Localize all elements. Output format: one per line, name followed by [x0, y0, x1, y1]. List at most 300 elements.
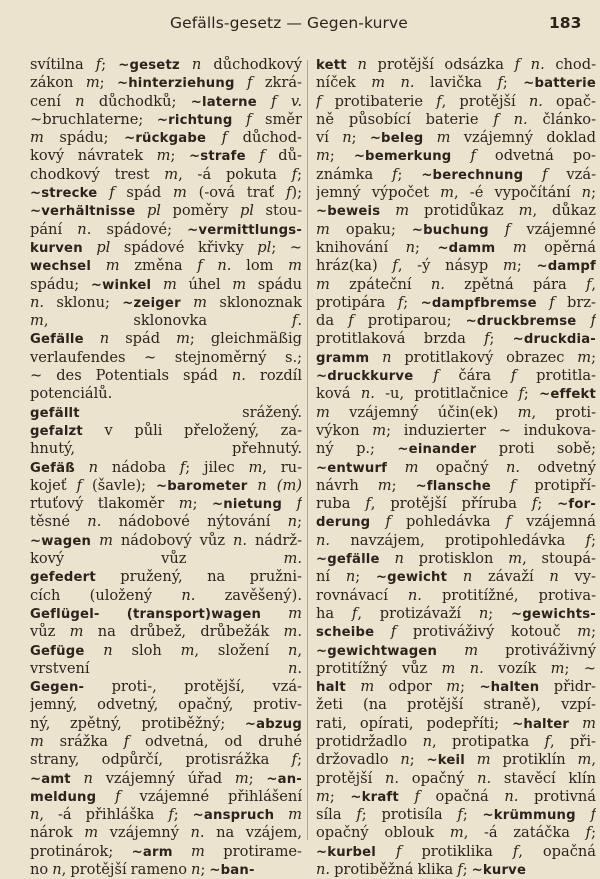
definition-text: cích (uložený	[30, 586, 182, 604]
definition-text: těsné	[30, 513, 88, 531]
definition-text: zákon	[30, 74, 86, 92]
headword: ~abzug	[244, 716, 302, 732]
definition-text: , při-	[549, 732, 596, 750]
grammar-label: m	[446, 678, 461, 696]
grammar-label: m	[372, 421, 387, 439]
grammar-label: f	[115, 787, 121, 805]
definition-text: nárok	[30, 824, 85, 842]
definition-text: pružený, na pružni-	[95, 568, 302, 586]
definition-text: protisklon	[403, 550, 509, 568]
dictionary-line	[30, 660, 302, 678]
headword: kurven	[30, 240, 83, 256]
dictionary-line	[30, 715, 302, 733]
definition-text: opač-	[542, 92, 596, 110]
headword: ~laterne	[190, 94, 257, 110]
grammar-label: n	[357, 56, 367, 73]
definition-text: protiparou;	[353, 312, 466, 330]
grammar-label: f	[510, 476, 516, 494]
definition-text: potenciálů.	[30, 385, 113, 403]
definition-text: ;	[248, 769, 267, 787]
grammar-label: n.	[181, 586, 196, 604]
definition-text: , protizávaží	[357, 604, 479, 622]
grammar-label: n	[405, 238, 416, 256]
grammar-label: m	[395, 202, 410, 220]
column-divider	[307, 60, 308, 840]
grammar-label: n (m)	[257, 476, 302, 494]
definition-text: vy-	[558, 568, 596, 586]
definition-text	[576, 806, 591, 823]
grammar-label: f	[585, 824, 592, 842]
dictionary-line	[316, 221, 596, 239]
definition-text	[257, 93, 271, 110]
definition-text: spádu;	[30, 275, 91, 293]
grammar-label: m	[30, 312, 44, 330]
grammar-label: n	[462, 568, 473, 586]
definition-text	[233, 111, 247, 128]
dictionary-line	[30, 385, 302, 403]
dictionary-line	[316, 751, 596, 769]
definition-text: dů-	[264, 147, 302, 165]
definition-text: nádoba	[98, 458, 180, 476]
headword: meldung	[30, 789, 97, 805]
headword: ~verhältnisse	[30, 204, 136, 220]
headword: gramm	[316, 350, 370, 366]
grammar-label: f	[433, 367, 439, 385]
definition-text: ;	[591, 623, 596, 641]
grammar-label: m	[178, 495, 193, 513]
definition-text: zkrá-	[252, 74, 302, 92]
dictionary-line	[316, 843, 596, 861]
grammar-label: f	[590, 806, 596, 824]
grammar-label: m	[316, 220, 330, 238]
grammar-label: n	[342, 129, 352, 147]
dictionary-line	[316, 459, 596, 477]
headword: ~rückgabe	[124, 131, 207, 147]
definition-text: vozík	[483, 659, 551, 677]
definition-text: ~bruchlaterne;	[30, 110, 157, 128]
headword: Gefälle	[30, 332, 84, 348]
dictionary-line	[30, 129, 302, 147]
definition-text: -u, protitlačnice	[374, 385, 519, 403]
definition-text	[347, 56, 358, 73]
definition-text	[451, 147, 470, 164]
grammar-label: f	[397, 293, 404, 311]
grammar-label: f	[585, 275, 592, 293]
definition-text	[491, 477, 510, 494]
headword: ~gewichtwagen	[316, 643, 438, 659]
definition-text	[495, 239, 513, 256]
page-number: 183	[549, 14, 582, 32]
definition-text: protirame-	[204, 842, 302, 860]
definition-text: protitížné, protiva-	[421, 586, 596, 604]
definition-text: protější	[316, 769, 386, 787]
definition-text: úhel	[176, 275, 233, 293]
definition-text: vzájemná	[511, 513, 596, 531]
grammar-label: m n.	[441, 659, 484, 677]
dictionary-line	[316, 806, 596, 824]
definition-text: , protější	[441, 92, 529, 110]
headword: gefällt	[30, 405, 80, 421]
definition-text: ;	[502, 74, 524, 92]
definition-text: kojeť	[30, 476, 77, 494]
grammar-label: m	[193, 293, 207, 311]
definition-text: chodkový trest	[30, 165, 165, 183]
definition-text: síla	[316, 806, 357, 824]
grammar-label: f	[392, 257, 398, 275]
definition-text	[83, 239, 97, 256]
definition-text: ;	[409, 751, 427, 769]
grammar-label: f	[457, 806, 463, 824]
definition-text: protinárok;	[30, 842, 132, 860]
grammar-label: m	[156, 147, 171, 165]
definition-text	[84, 330, 100, 347]
definition-text: vzájemný úřad	[92, 769, 235, 787]
definition-text: protější odsázka	[366, 56, 515, 73]
headword: ~buchung	[411, 222, 489, 238]
definition-text: výkon	[316, 421, 373, 439]
grammar-label: n	[287, 641, 298, 659]
definition-text: ;	[173, 806, 193, 824]
dictionary-line	[30, 56, 302, 74]
definition-text	[75, 459, 89, 476]
right-column	[316, 56, 596, 879]
dictionary-line	[30, 74, 302, 92]
definition-text: protiklín	[490, 751, 578, 769]
grammar-label: n.	[385, 769, 400, 787]
headword: ~damm	[437, 240, 496, 256]
grammar-label: n	[99, 330, 110, 348]
grammar-label: m	[234, 769, 249, 787]
dictionary-line	[30, 587, 302, 605]
grammar-label: m	[248, 458, 263, 476]
definition-text: ;	[355, 568, 376, 586]
definition-text: verlaufendes ~ stejnoměrný s.;	[30, 348, 302, 366]
grammar-label: m	[577, 348, 592, 366]
definition-text	[91, 257, 106, 274]
dictionary-line	[316, 770, 596, 788]
dictionary-line	[316, 56, 596, 74]
grammar-label: m	[377, 476, 392, 494]
definition-text: , proti-	[531, 403, 596, 421]
dictionary-line	[30, 824, 302, 842]
grammar-label: m	[164, 165, 179, 183]
definition-text: knihování	[316, 238, 406, 256]
grammar-label: f	[291, 751, 298, 769]
definition-text	[537, 294, 549, 311]
definition-text: protidůkaz	[409, 202, 519, 220]
definition-text: ;	[170, 147, 190, 165]
dictionary-line	[30, 477, 302, 495]
grammar-label: m	[582, 714, 596, 732]
grammar-label: n	[191, 861, 201, 879]
definition-text: nádrž-	[247, 531, 302, 549]
headword: ~winkel	[90, 277, 152, 293]
grammar-label: m	[464, 641, 479, 659]
grammar-label: pl	[96, 238, 111, 256]
definition-text: , -ý násyp	[397, 257, 503, 275]
grammar-label: m	[476, 751, 491, 769]
dictionary-line	[316, 477, 596, 495]
definition-text: ný, zpětný, protiběžný;	[30, 714, 245, 732]
dictionary-line	[30, 166, 302, 184]
grammar-label: f	[531, 495, 538, 513]
grammar-label: m	[502, 257, 517, 275]
headword: gefalzt	[30, 423, 83, 439]
grammar-label: f	[457, 861, 463, 879]
definition-text	[523, 166, 542, 183]
grammar-label: f	[414, 787, 420, 805]
definition-text: ,	[591, 275, 596, 293]
definition-text: protiběžná klika	[330, 861, 458, 879]
dictionary-line	[30, 422, 302, 440]
definition-text	[247, 477, 257, 494]
dictionary-line	[30, 843, 302, 861]
grammar-label: f	[390, 623, 397, 641]
headword: ~for-	[557, 497, 596, 513]
definition-text: ;	[591, 824, 596, 842]
definition-text: protitížný vůz	[316, 659, 442, 677]
definition-text: protipára	[316, 293, 398, 311]
grammar-label: m	[449, 824, 464, 842]
definition-text: vrstvení	[30, 659, 288, 677]
definition-text: (-ová trať	[186, 184, 286, 202]
grammar-label: m	[162, 275, 177, 293]
grammar-label: f	[168, 806, 174, 824]
running-title: Gefälls-gesetz — Gegen-kurve	[170, 14, 408, 32]
definition-text: vzájemný účin(ek)	[329, 403, 518, 421]
definition-text: opačná	[419, 787, 505, 805]
definition-text: přidr-	[539, 678, 596, 696]
definition-text: ,	[297, 641, 302, 659]
grammar-label: n	[287, 659, 298, 677]
grammar-label: m	[283, 550, 298, 568]
grammar-label: n	[422, 732, 432, 750]
definition-text: , stoupá-	[522, 550, 596, 568]
grammar-label: f	[291, 165, 298, 183]
grammar-label: n	[287, 513, 298, 531]
definition-text	[569, 715, 582, 732]
dictionary-line	[30, 404, 302, 422]
headword: ~dampf	[536, 259, 596, 275]
grammar-label: n	[345, 568, 356, 586]
headword: ~wagen	[30, 533, 92, 549]
definition-text	[181, 294, 193, 311]
grammar-label: n.	[505, 458, 521, 476]
grammar-label: n.	[87, 513, 102, 531]
grammar-label: f	[109, 184, 115, 202]
definition-text: důchod-	[227, 129, 302, 147]
definition-text: ruba	[316, 495, 366, 513]
dictionary-line	[30, 550, 302, 568]
headword: ~gefälle	[316, 552, 380, 568]
dictionary-line	[30, 605, 302, 623]
grammar-label: f	[497, 74, 503, 92]
definition-text: známka	[316, 165, 393, 183]
headword: ~kurve	[471, 863, 527, 879]
definition-text: ;	[523, 385, 540, 403]
dictionary-line	[316, 605, 596, 623]
definition-text: důchodkový	[201, 56, 302, 73]
definition-text	[261, 605, 288, 622]
headword: ~gewichts-	[511, 606, 596, 622]
dictionary-line	[30, 221, 302, 239]
dictionary-line	[30, 111, 302, 129]
definition-text: poměry	[160, 202, 240, 220]
dictionary-line	[316, 587, 596, 605]
grammar-label: m	[99, 531, 113, 549]
grammar-label: n.	[30, 293, 45, 311]
dictionary-line	[316, 276, 596, 294]
definition-text: ;	[329, 787, 351, 805]
grammar-label: m	[550, 659, 565, 677]
grammar-label: n	[478, 604, 489, 622]
definition-text: ;	[200, 861, 210, 879]
definition-text: vůz	[30, 623, 70, 641]
grammar-label: m	[404, 458, 419, 476]
grammar-label: m	[440, 184, 455, 202]
definition-text: ; ~	[271, 238, 302, 256]
definition-text	[84, 642, 103, 659]
definition-text: ; protisíla	[361, 806, 458, 824]
grammar-label: f	[221, 129, 228, 147]
dictionary-line	[30, 239, 302, 257]
grammar-label: n	[191, 56, 202, 73]
definition-text	[274, 806, 288, 823]
definition-text: opaku;	[329, 220, 412, 238]
grammar-label: n	[75, 92, 85, 110]
grammar-label: f	[351, 604, 358, 622]
grammar-label: m	[316, 275, 330, 293]
grammar-label: f	[484, 330, 490, 348]
dictionary-line	[316, 404, 596, 422]
definition-text	[180, 56, 192, 73]
dictionary-line	[316, 678, 596, 696]
headword: ~keil	[426, 753, 465, 769]
grammar-label: m	[316, 147, 330, 165]
definition-text: odvetný	[520, 458, 596, 476]
definition-text: ~ des Potentials spád	[30, 367, 232, 385]
grammar-label: f	[392, 165, 398, 183]
definition-text	[151, 276, 163, 293]
definition-text	[399, 788, 415, 805]
grammar-label: m	[69, 623, 84, 641]
dictionary-line	[316, 312, 596, 330]
definition-text: sklonu;	[44, 293, 123, 311]
definition-text: , protější rameno	[61, 861, 192, 879]
grammar-label: f	[259, 147, 265, 165]
headword: ~anspruch	[192, 808, 275, 824]
grammar-label: f	[365, 495, 371, 513]
definition-text: článko-	[527, 110, 596, 128]
grammar-label: n	[400, 751, 410, 769]
definition-text: ,	[591, 751, 596, 769]
definition-text: spádové křivky	[110, 238, 258, 256]
definition-text: protitlakový obrazec	[391, 348, 578, 366]
dictionary-line	[30, 770, 302, 788]
dictionary-line	[30, 367, 302, 385]
definition-text	[447, 568, 463, 585]
definition-text: rati, opírati, podepříti;	[316, 714, 513, 732]
dictionary-line	[30, 513, 302, 531]
definition-text: žeti (na protější straně), vzpí-	[316, 696, 596, 714]
grammar-label: n	[581, 184, 592, 202]
definition-text: spád	[114, 184, 174, 202]
dictionary-line	[30, 532, 302, 550]
definition-text: , důkaz	[532, 202, 596, 220]
grammar-label: f	[76, 476, 83, 494]
dictionary-line	[316, 513, 596, 531]
grammar-label: n.	[360, 385, 375, 403]
definition-text: , opačná	[518, 842, 596, 860]
grammar-label: m	[512, 238, 527, 256]
definition-text: svítilna	[30, 56, 96, 73]
grammar-label: n.	[528, 92, 543, 110]
definition-text: ;	[391, 476, 416, 494]
grammar-label: n.	[316, 861, 331, 879]
definition-text: návrh	[316, 476, 378, 494]
definition-text	[465, 751, 477, 768]
grammar-label: n	[394, 550, 404, 568]
definition-text: ;	[591, 348, 596, 366]
definition-text	[96, 788, 115, 805]
dictionary-line	[30, 202, 302, 220]
dictionary-line	[316, 349, 596, 367]
definition-text: .	[297, 659, 302, 677]
definition-text: jemný výpočet	[316, 184, 441, 202]
dictionary-line	[316, 239, 596, 257]
definition-text	[235, 74, 247, 91]
grammar-label: f	[549, 293, 555, 311]
definition-text: kový vůz	[30, 550, 284, 568]
dictionary-line	[30, 751, 302, 769]
definition-text: , -á zatáčka	[463, 824, 586, 842]
definition-text: protitlaková brzda	[316, 330, 485, 348]
definition-text: ;	[462, 861, 472, 879]
definition-text: stavěcí klín	[491, 769, 596, 787]
definition-text: rozdíl	[245, 367, 302, 385]
definition-text: ;	[329, 147, 354, 165]
definition-text: ;	[489, 330, 513, 348]
dictionary-line	[316, 550, 596, 568]
grammar-label: n	[52, 861, 62, 879]
grammar-label: n.	[232, 531, 248, 549]
definition-text: kový návratek	[30, 147, 157, 165]
definition-text: lom	[231, 257, 289, 275]
headword: ~druckkurve	[316, 369, 414, 385]
definition-text: pání	[30, 220, 78, 238]
left-column	[30, 56, 302, 879]
headword: ~halter	[512, 716, 570, 732]
headword: ~kraft	[350, 789, 399, 805]
headword: ~kurbel	[316, 844, 377, 860]
definition-text: , -é vypočítání	[454, 184, 582, 202]
grammar-label: f	[470, 147, 476, 165]
definition-text	[346, 678, 360, 695]
definition-text	[369, 349, 382, 366]
definition-text	[173, 843, 191, 860]
definition-text: ní	[316, 568, 346, 586]
definition-text: , protější příruba	[370, 495, 532, 513]
dictionary-line	[316, 623, 596, 641]
dictionary-line	[30, 330, 302, 348]
headword: Gegen-	[30, 680, 85, 696]
dictionary-line	[316, 715, 596, 733]
grammar-label: n	[382, 348, 392, 366]
headword: ~halten	[479, 680, 540, 696]
definition-text: protidržadlo	[316, 732, 423, 750]
definition-text: , -á pokuta	[178, 165, 292, 183]
grammar-label: pl	[239, 202, 254, 220]
